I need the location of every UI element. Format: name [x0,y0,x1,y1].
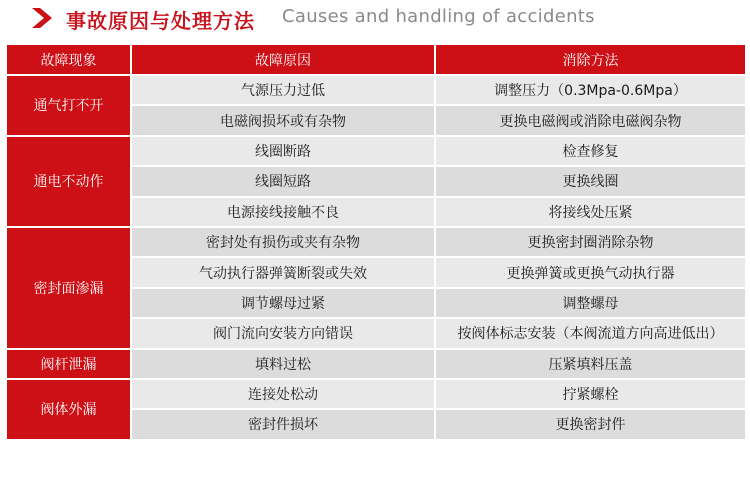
cause-cell: 线圈短路 [132,167,434,195]
cause-cell: 线圈断路 [132,137,434,165]
column-header-phenomenon: 故障现象 [7,45,130,74]
cause-cell: 密封处有损伤或夹有杂物 [132,228,434,256]
solution-cell: 更换弹簧或更换气动执行器 [436,258,745,286]
cause-cell: 电磁阀损坏或有杂物 [132,106,434,134]
column-header-solution: 消除方法 [436,45,745,74]
table-row [7,350,745,378]
cause-cell: 气动执行器弹簧断裂或失效 [132,258,434,286]
cause-cell: 阀门流向安装方向错误 [132,319,434,347]
table-row [7,380,745,408]
phenomenon-cell: 通气打不开 [7,76,130,135]
phenomenon-cell: 阀杆泄漏 [7,350,130,378]
cause-cell: 气源压力过低 [132,76,434,104]
page-header [0,0,750,36]
solution-cell: 更换密封件 [436,410,745,438]
cause-cell: 密封件损坏 [132,410,434,438]
cause-cell: 填料过松 [132,350,434,378]
table-row [7,137,745,165]
cause-cell: 电源接线接触不良 [132,198,434,226]
page-title: 事故原因与处理方法 [66,9,255,33]
table-row [7,228,745,256]
solution-cell: 更换电磁阀或消除电磁阀杂物 [436,106,745,134]
solution-cell: 按阀体标志安装（本阀流道方向高进低出） [436,319,745,347]
table-header-row [7,45,745,74]
column-header-cause: 故障原因 [132,45,434,74]
phenomenon-cell: 通电不动作 [7,137,130,226]
phenomenon-cell: 阀体外漏 [7,380,130,439]
phenomenon-cell: 密封面渗漏 [7,228,130,348]
solution-cell: 更换密封圈消除杂物 [436,228,745,256]
page-subtitle: Causes and handling of accidents [282,6,595,27]
solution-cell: 将接线处压紧 [436,198,745,226]
troubleshooting-table [5,43,747,441]
solution-cell: 更换线圈 [436,167,745,195]
table-row [7,76,745,104]
solution-cell: 压紧填料压盖 [436,350,745,378]
solution-cell: 拧紧螺栓 [436,380,745,408]
cause-cell: 调节螺母过紧 [132,289,434,317]
solution-cell: 调整压力（0.3Mpa-0.6Mpa） [436,76,745,104]
chevron-right-icon [30,7,54,29]
solution-cell: 调整螺母 [436,289,745,317]
solution-cell: 检查修复 [436,137,745,165]
cause-cell: 连接处松动 [132,380,434,408]
